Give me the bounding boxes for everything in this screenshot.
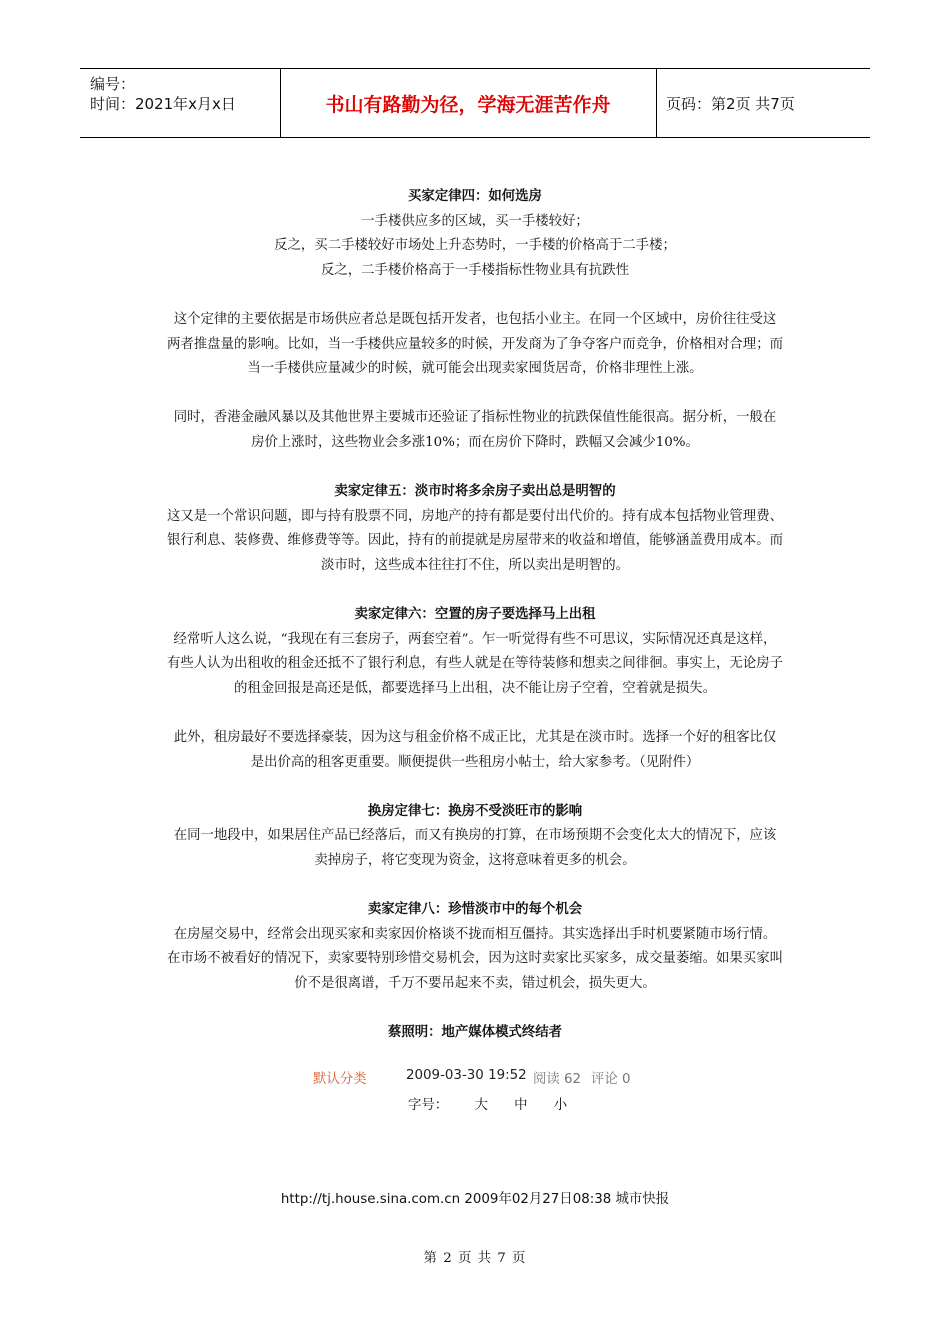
header-left-cell <box>80 69 281 137</box>
category-link[interactable]: 默认分类 <box>313 1072 367 1087</box>
section-heading: 换房定律七：换房不受淡旺市的影响 <box>367 803 583 819</box>
section-heading: 买家定律四：如何选房 <box>408 189 542 204</box>
read-count: 阅读 62 <box>533 1072 582 1087</box>
post-date: 2009-03-30 19:52 <box>406 1068 527 1083</box>
font-size-selector <box>408 1094 589 1113</box>
text-line: 此外，租房最好不要选择豪装，因为这与租金价格不成正比，尤其是在淡市时。选择一个好的租客比仅 <box>173 730 777 746</box>
font-size-label: 字号： <box>408 1098 449 1113</box>
text-line: 卖掉房子，将它变现为资金，这将意味着更多的机会。 <box>314 853 636 869</box>
text-line: 在同一地段中，如果居住产品已经落后，而又有换房的打算，在市场预期不会变化太大的情况下，应该 <box>173 828 777 844</box>
text-line: 是出价高的租客更重要。顺便提供一些租房小帖士，给大家参考。（见附件） <box>250 754 700 770</box>
font-size-small[interactable]: 小 <box>553 1098 568 1113</box>
time-label: 时间：2021年x月x日 <box>90 95 236 113</box>
section-heading: 卖家定律六：空置的房子要选择马上出租 <box>354 607 596 623</box>
paragraph-gap <box>0 775 950 800</box>
page-footer: 第 2 页 共 7 页 <box>423 1251 527 1266</box>
source-line: http://tj.house.sina.com.cn 2009年02月27日08:38 城市快报 <box>280 1192 670 1207</box>
section-heading: 卖家定律八：珍惜淡市中的每个机会 <box>367 902 583 918</box>
paragraph-gap <box>0 382 950 407</box>
motto: 书山有路勤为径，学海无涯苦作舟 <box>280 69 657 137</box>
paragraph-gap <box>0 283 950 308</box>
text-line: 这个定律的主要依据是市场供应者总是既包括开发者，也包括小业主。在同一个区域中，房价往往受这 <box>173 311 777 327</box>
text-line: 两者推盘量的影响。比如，当一手楼供应量较多的时候，开发商为了争夺客户而竞争，价格相对合理；而 <box>167 336 783 352</box>
text-line: 的租金回报是高还是低，都要选择马上出租，决不能让房子空着，空着就是损失。 <box>233 680 717 696</box>
text-line: 这又是一个常识问题，即与持有股票不同，房地产的持有都是要付出代价的。持有成本包括物业管理费、 <box>167 508 783 524</box>
text-line: 淡市时，这些成本往往打不住，所以卖出是明智的。 <box>321 557 629 573</box>
paragraph-gap <box>0 874 950 899</box>
paragraph-gap <box>0 701 950 726</box>
text-line: 在市场不被看好的情况下，卖家要特别珍惜交易机会，因为这时卖家比买家多，成交量萎缩。如果买家叫 <box>167 951 783 967</box>
page-label: 页码：第2页 共7页 <box>666 94 795 113</box>
paragraph-gap <box>0 997 950 1022</box>
text-line: 当一手楼供应量减少的时候，就可能会出现卖家囤货居奇，价格非理性上涨。 <box>247 361 703 377</box>
text-line: 房价上涨时，这些物业会多涨10%；而在房价下降时，跌幅又会减少10%。 <box>251 434 699 450</box>
text-line: 经常听人这么说，“我现在有三套房子，两套空着”。乍一听觉得有些不可思议，实际情况还真是这样， <box>173 631 777 647</box>
text-line: 在房屋交易中，经常会出现买家和卖家因价格谈不拢而相互僵持。其实选择出手时机要紧随市场行情。 <box>173 926 777 942</box>
comment-count[interactable]: 评论 0 <box>591 1072 631 1087</box>
text-line: 反之，买二手楼较好市场处上升态势时，一手楼的价格高于二手楼； <box>274 238 676 254</box>
text-line: 银行利息、装修费、维修费等等。因此，持有的前提就是房屋带来的收益和增值，能够涵盖费用成本。而 <box>167 533 783 549</box>
text-line: 价不是很离谱，千万不要吊起来不卖，错过机会，损失更大。 <box>294 976 656 991</box>
paragraph-gap <box>0 456 950 481</box>
section-heading: 卖家定律五：淡市时将多余房子卖出总是明智的 <box>334 484 616 500</box>
header-table <box>80 68 870 138</box>
font-size-large[interactable]: 大 <box>474 1098 488 1113</box>
text-line: 同时，香港金融风暴以及其他世界主要城市还验证了指标性物业的抗跌保值性能很高。据分析，一般在 <box>173 410 777 426</box>
section-heading: 蔡照明：地产媒体模式终结者 <box>387 1025 563 1041</box>
paragraph-gap <box>0 579 950 604</box>
text-line: 有些人认为出租收的租金还抵不了银行利息，有些人就是在等待装修和想卖之间徘徊。事实上，无论房子 <box>167 656 783 672</box>
font-size-medium[interactable]: 中 <box>514 1098 528 1113</box>
number-label: 编号： <box>90 75 136 93</box>
text-line: 反之，二手楼价格高于一手楼指标性物业具有抗跌性 <box>321 262 629 278</box>
text-line: 一手楼供应多的区域，买一手楼较好； <box>361 213 589 229</box>
article-body <box>0 185 950 1046</box>
